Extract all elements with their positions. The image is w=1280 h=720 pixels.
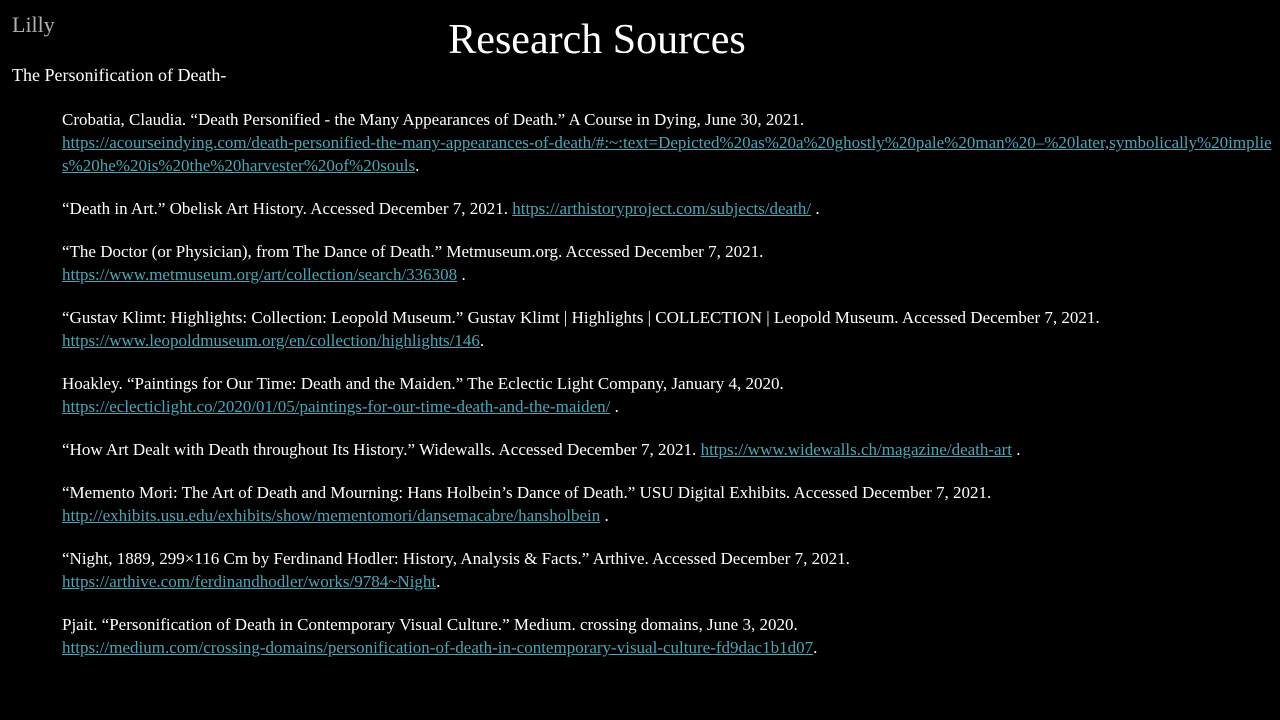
source-link[interactable]: https://arthive.com/ferdinandhodler/works/9784~Night — [62, 572, 437, 591]
source-citation: Hoakley. “Paintings for Our Time: Death and the Maiden.” The Eclectic Light Company, January 4, 2020. — [62, 374, 784, 393]
source-citation: Pjait. “Personification of Death in Contemporary Visual Culture.” Medium. crossing domains, June 3, 2020. — [62, 615, 798, 634]
source-citation: “Memento Mori: The Art of Death and Mourning: Hans Holbein’s Dance of Death.” USU Digital Exhibits. Accessed December 7, 2021. — [62, 483, 992, 502]
source-entry — [62, 197, 1272, 220]
source-trailing: . — [811, 199, 820, 218]
source-trailing: . — [479, 331, 485, 350]
sources-list — [62, 108, 1272, 679]
source-citation: “Death in Art.” Obelisk Art History. Accessed December 7, 2021. — [62, 199, 508, 218]
source-link[interactable]: https://www.leopoldmuseum.org/en/collection/highlights/146 — [62, 331, 480, 350]
source-citation: “Night, 1889, 299×116 Cm by Ferdinand Hodler: History, Analysis & Facts.” Arthive. Accessed December 7, 2021. — [62, 549, 850, 568]
source-trailing: . — [610, 397, 619, 416]
source-link[interactable]: https://www.widewalls.ch/magazine/death-art — [700, 440, 1012, 459]
source-link[interactable]: https://www.metmuseum.org/art/collection/search/336308 — [62, 265, 458, 284]
source-entry — [62, 438, 1272, 461]
source-citation: “How Art Dealt with Death throughout Its History.” Widewalls. Accessed December 7, 2021. — [62, 440, 697, 459]
source-trailing: . — [600, 506, 609, 525]
source-entry — [62, 306, 1272, 352]
source-entry — [62, 240, 1272, 286]
source-link[interactable]: http://exhibits.usu.edu/exhibits/show/mementomori/dansemacabre/hansholbein — [62, 506, 601, 525]
source-citation: “Gustav Klimt: Highlights: Collection: Leopold Museum.” Gustav Klimt | Highlights | COLLECTION | Leopold Museum. Accessed December 7, 2021. — [62, 308, 1100, 327]
source-trailing: . — [415, 156, 420, 175]
source-citation: Crobatia, Claudia. “Death Personified - the Many Appearances of Death.” A Course in Dying, June 30, 2021. — [62, 110, 805, 129]
source-entry — [62, 547, 1272, 593]
source-trailing: . — [436, 572, 441, 591]
topic-subtitle: The Personification of Death- — [12, 65, 227, 85]
source-entry — [62, 481, 1272, 527]
source-link[interactable]: https://acourseindying.com/death-personified-the-many-appearances-of-death/#:~:text=Depicted%20as%20a%20ghostly%20pale%20man%20–%20later,symbolically%20implies%20he%20is%20the%20harvester%20of%20souls — [62, 133, 1272, 175]
source-link[interactable]: https://medium.com/crossing-domains/personification-of-death-in-contemporary-visual-culture-fd9dac1b1d07 — [62, 638, 814, 657]
source-entry — [62, 613, 1272, 659]
author-name: Lilly — [12, 12, 55, 37]
page-title: Research Sources — [448, 17, 746, 63]
source-trailing: . — [1011, 440, 1021, 459]
source-link[interactable]: https://eclecticlight.co/2020/01/05/paintings-for-our-time-death-and-the-maiden/ — [62, 397, 611, 416]
source-entry — [62, 108, 1272, 177]
source-trailing: . — [457, 265, 466, 284]
source-trailing: . — [813, 638, 818, 657]
source-entry — [62, 372, 1272, 418]
source-citation: “The Doctor (or Physician), from The Dance of Death.” Metmuseum.org. Accessed December 7, 2021. — [62, 242, 764, 261]
source-link[interactable]: https://arthistoryproject.com/subjects/death/ — [512, 199, 812, 218]
